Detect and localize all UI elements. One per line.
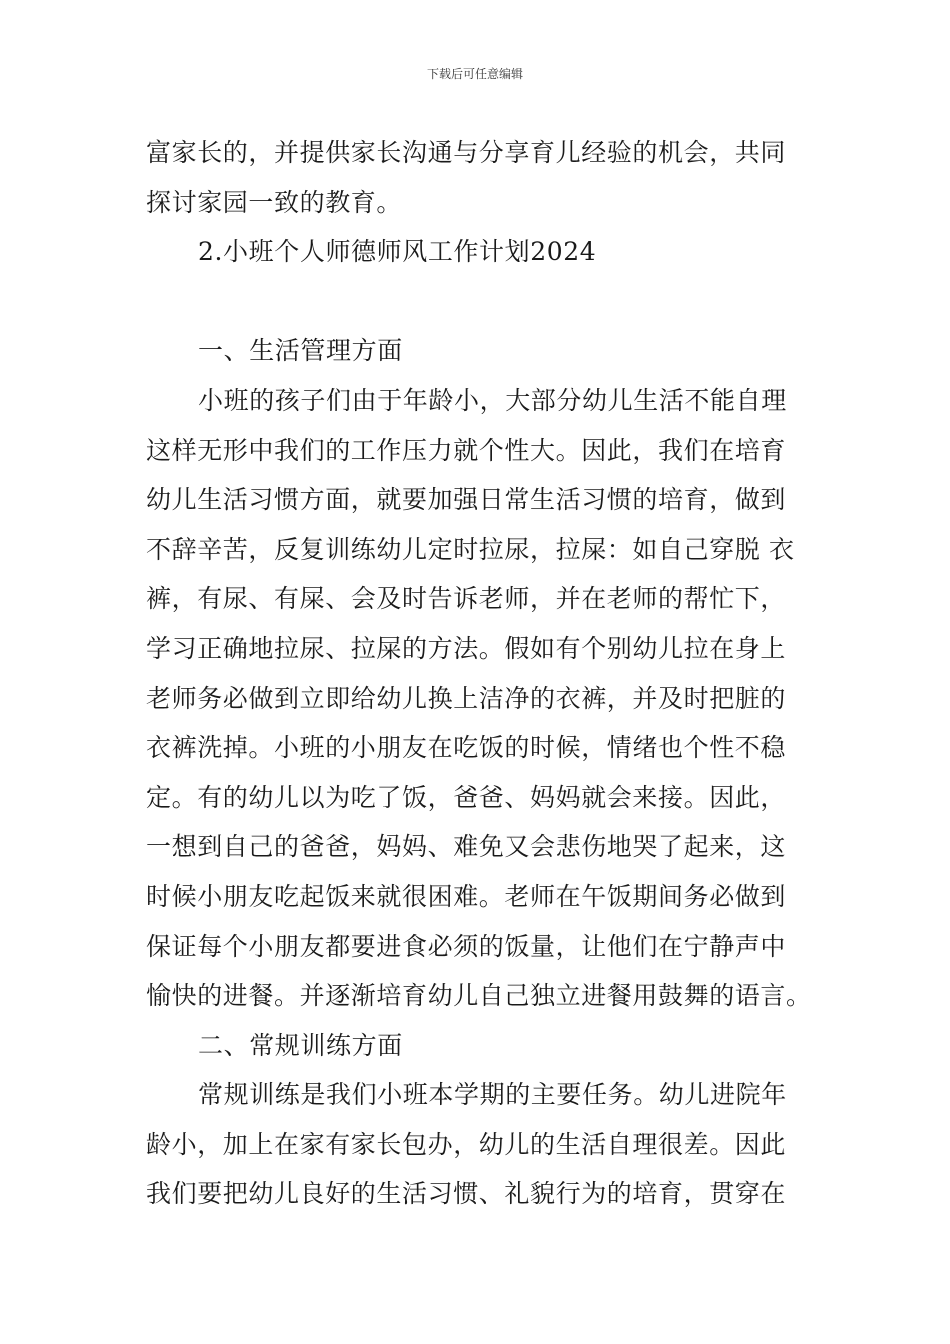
paragraph-line: 龄小，加上在家有家长包办，幼儿的生活自理很差。因此 — [146, 1129, 787, 1159]
paragraph-line: 学习正确地拉尿、拉屎的方法。假如有个别幼儿拉在身上 — [146, 633, 787, 663]
blank-line — [146, 277, 810, 327]
paragraph-line: 定。有的幼儿以为吃了饭，爸爸、妈妈就会来接。因此， — [146, 782, 787, 812]
paragraph-line: 衣裤洗掉。小班的小朋友在吃饭的时候，情绪也个性不稳 — [146, 733, 787, 763]
paragraph-line: 一想到自己的爸爸，妈妈、难免又会悲伤地哭了起来，这 — [146, 832, 787, 862]
paragraph-line: 小班的孩子们由于年龄小，大部分幼儿生活不能自理 — [198, 385, 787, 415]
paragraph-line: 裤，有尿、有屎、会及时告诉老师，并在老师的帮忙下， — [146, 584, 787, 614]
paragraph-line: 不辞辛苦，反复训练幼儿定时拉尿，拉屎：如自己穿脱 衣 — [146, 534, 795, 564]
paragraph-line: 老师务必做到立即给幼儿换上洁净的衣裤，并及时把脏的 — [146, 683, 787, 713]
paragraph-line: 时候小朋友吃起饭来就很困难。老师在午饭期间务必做到 — [146, 881, 787, 911]
paragraph-line: 保证每个小朋友都要进食必须的饭量，让他们在宁静声中 — [146, 931, 787, 961]
paragraph-line: 常规训练是我们小班本学期的主要任务。幼儿进院年 — [198, 1080, 787, 1110]
paragraph-line: 富家长的，并提供家长沟通与分享育儿经验的机会，共同 — [146, 138, 787, 167]
paragraph-line: 愉快的进餐。并逐渐培育幼儿自己独立进餐用鼓舞的语言。 — [146, 981, 812, 1011]
paragraph-line: 这样无形中我们的工作压力就个性大。因此，我们在培育 — [146, 435, 787, 465]
document-body — [146, 128, 810, 1219]
paragraph-line: 幼儿生活习惯方面，就要加强日常生活习惯的培育，做到 — [146, 485, 787, 515]
paragraph-line: 我们要把幼儿良好的生活习惯、礼貌行为的培育，贯穿在 — [146, 1179, 787, 1209]
page-header: 下载后可任意编辑 — [426, 67, 523, 81]
section-heading: 一、生活管理方面 — [198, 336, 403, 366]
section-title: 2.小班个人师德师风工作计划2024 — [198, 237, 597, 267]
paragraph-line: 探讨家园一致的教育。 — [146, 187, 403, 217]
section-heading: 二、常规训练方面 — [198, 1030, 403, 1060]
